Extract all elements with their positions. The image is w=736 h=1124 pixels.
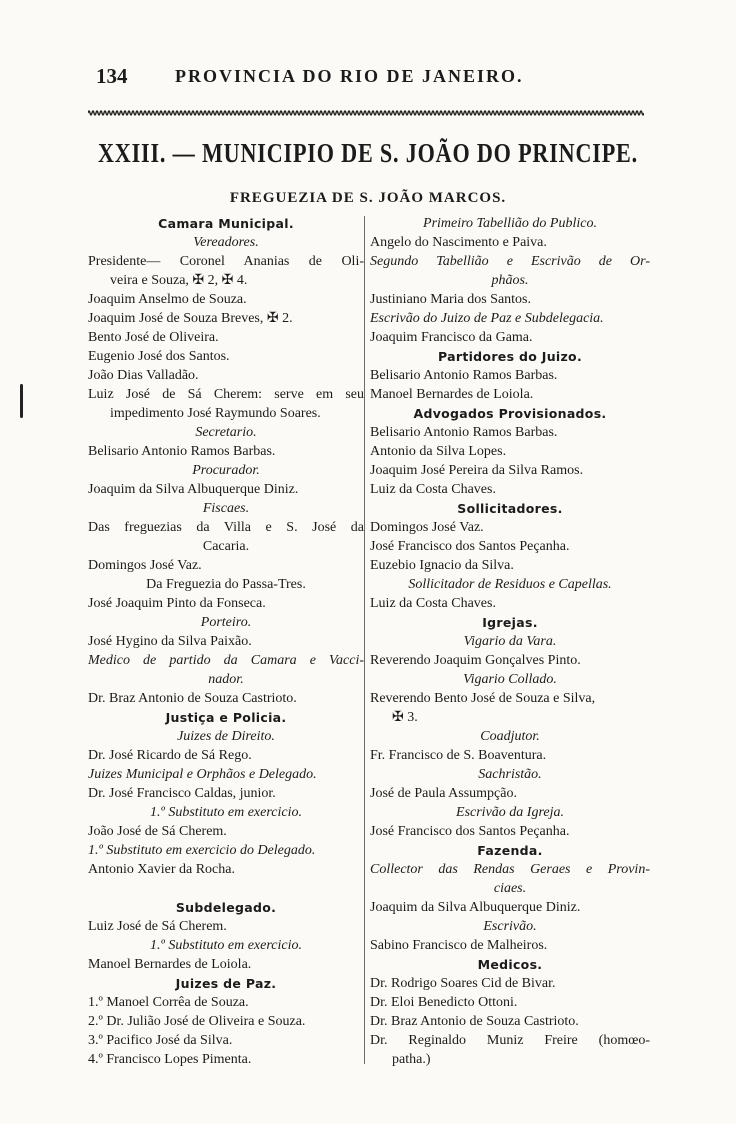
role-label: ✠ 3. (392, 710, 418, 725)
text-line: Da Freguezia do Passa-Tres. (146, 577, 306, 592)
text-line: Reverendo Bento José de Souza e Silva, (370, 691, 596, 706)
section-heading: Camara Municipal. (158, 216, 294, 231)
section-heading: Partidores do Juizo. (438, 349, 582, 364)
right-column (370, 214, 650, 1069)
section-heading: Medicos. (477, 957, 543, 972)
role-label: 1.º Substituto em exercicio. (150, 805, 302, 820)
binding-mark (20, 384, 23, 418)
role-label: Segundo Tabellião e Escrivão de Or- (370, 254, 650, 269)
section-heading: Igrejas. (482, 615, 538, 630)
text-line: Manoel Bernardes de Loiola. (370, 387, 534, 402)
text-line: Belisario Antonio Ramos Barbas. (88, 444, 276, 459)
municipio-title: XXIII. — MUNICIPIO DE S. JOÃO DO PRINCIPE. (97, 138, 638, 168)
role-label: Juizes Municipal e Orphãos e Delegado. (88, 767, 317, 782)
role-label: phãos. (491, 273, 529, 288)
text-line: Joaquim da Silva Albuquerque Diniz. (88, 482, 299, 497)
text-line: Dr. José Francisco Caldas, junior. (88, 786, 276, 801)
section-heading: Sollicitadores. (457, 501, 563, 516)
text-line: Antonio Xavier da Rocha. (88, 862, 235, 877)
role-label: Collector das Rendas Geraes e Provin- (370, 862, 650, 877)
role-label: Vigario Collado. (463, 672, 557, 687)
section-heading: Fazenda. (477, 843, 543, 858)
text-line: José Francisco dos Santos Peçanha. (370, 539, 570, 554)
role-label: Medico de partido da Camara e Vacci- (88, 653, 364, 668)
text-line: Luiz da Costa Chaves. (370, 482, 496, 497)
role-label: 1.º Substituto em exercicio do Delegado. (88, 843, 316, 858)
text-line: Domingos José Vaz. (88, 558, 202, 573)
text-line: Dr. Braz Antonio de Souza Castrioto. (88, 691, 297, 706)
role-label: veira e Souza, ✠ 2, ✠ 4. (110, 273, 248, 288)
column-divider (364, 216, 365, 1064)
text-line: 4.º Francisco Lopes Pimenta. (88, 1052, 252, 1067)
text-line: Belisario Antonio Ramos Barbas. (370, 425, 558, 440)
text-line: José de Paula Assumpção. (370, 786, 517, 801)
role-label: Vigario da Vara. (463, 634, 557, 649)
text-line: Justiniano Maria dos Santos. (370, 292, 531, 307)
text-line: 2.º Dr. Julião José de Oliveira e Souza. (88, 1014, 306, 1029)
section-heading: Advogados Provisionados. (413, 406, 607, 421)
role-label: Porteiro. (200, 615, 252, 630)
text-line: 1.º Manoel Corrêa de Souza. (88, 995, 249, 1010)
role-label: patha.) (392, 1052, 431, 1067)
text-line: Dr. Reginaldo Muniz Freire (homœo- (370, 1033, 650, 1048)
text-line: José Joaquim Pinto da Fonseca. (88, 596, 266, 611)
text-line: Das freguezias da Villa e S. José da (88, 520, 364, 535)
text-line: Dr. Rodrigo Soares Cid de Bivar. (370, 976, 556, 991)
role-label: Escrivão. (483, 919, 537, 934)
section-heading: Juizes de Paz. (175, 976, 277, 991)
role-label: Secretario. (195, 425, 257, 440)
text-line: João Dias Valladão. (88, 368, 199, 383)
text-line: Reverendo Joaquim Gonçalves Pinto. (370, 653, 581, 668)
text-line: Dr. José Ricardo de Sá Rego. (88, 748, 252, 763)
text-line: Joaquim Anselmo de Souza. (88, 292, 247, 307)
role-label: Vereadores. (193, 235, 259, 250)
role-label: Procurador. (192, 463, 260, 478)
role-label: Escrivão da Igreja. (456, 805, 564, 820)
text-line: Eugenio José dos Santos. (88, 349, 230, 364)
page-number: 134 (96, 64, 128, 88)
role-label: ciaes. (493, 881, 527, 896)
text-line: Fr. Francisco de S. Boaventura. (370, 748, 547, 763)
role-label: Escrivão do Juizo de Paz e Subdelegacia. (370, 311, 604, 326)
text-line: Luiz da Costa Chaves. (370, 596, 496, 611)
freguezia-title: FREGUEZIA DE S. JOÃO MARCOS. (229, 190, 507, 206)
text-line: Bento José de Oliveira. (88, 330, 219, 345)
text-line: Antonio da Silva Lopes. (370, 444, 507, 459)
text-line: Joaquim José Pereira da Silva Ramos. (370, 463, 584, 478)
text-line: 3.º Pacifico José da Silva. (88, 1033, 233, 1048)
section-heading: Justiça e Policia. (165, 710, 287, 725)
text-line: José Francisco dos Santos Peçanha. (370, 824, 570, 839)
role-label: Primeiro Tabellião do Publico. (423, 216, 597, 231)
text-line: Cacaria. (202, 539, 250, 554)
text-line: João José de Sá Cherem. (88, 824, 227, 839)
role-label: 1.º Substituto em exercicio. (150, 938, 302, 953)
role-label: impedimento José Raymundo Soares. (110, 406, 321, 421)
text-line: Luiz José de Sá Cherem. (88, 919, 227, 934)
role-label: Fiscaes. (202, 501, 250, 516)
text-line: Presidente— Coronel Ananias de Oli- (88, 254, 364, 269)
role-label: Sollicitador de Residuos e Capellas. (408, 577, 612, 592)
text-line: Joaquim Francisco da Gama. (370, 330, 533, 345)
role-label: Sachristão. (478, 767, 542, 782)
text-line: Joaquim José de Souza Breves, ✠ 2. (88, 311, 293, 326)
text-line: José Hygino da Silva Paixão. (88, 634, 252, 649)
page-header (0, 64, 736, 96)
text-line: Belisario Antonio Ramos Barbas. (370, 368, 558, 383)
role-label: Coadjutor. (480, 729, 540, 744)
text-line: Manoel Bernardes de Loiola. (88, 957, 252, 972)
role-label: nador. (208, 672, 244, 687)
text-line: Domingos José Vaz. (370, 520, 484, 535)
wavy-rule (88, 108, 644, 118)
text-line: Luiz José de Sá Cherem: serve em seu (88, 387, 364, 402)
text-line: Joaquim da Silva Albuquerque Diniz. (370, 900, 581, 915)
text-line (88, 879, 364, 898)
role-label: Juizes de Direito. (177, 729, 275, 744)
text-line: Dr. Eloi Benedicto Ottoni. (370, 995, 518, 1010)
text-line: Euzebio Ignacio da Silva. (370, 558, 514, 573)
text-line: Sabino Francisco de Malheiros. (370, 938, 548, 953)
text-line: Dr. Braz Antonio de Souza Castrioto. (370, 1014, 579, 1029)
left-column (88, 214, 364, 1069)
text-line: Angelo do Nascimento e Paiva. (370, 235, 547, 250)
running-title: PROVINCIA DO RIO DE JANEIRO. (175, 66, 524, 86)
section-heading: Subdelegado. (175, 900, 277, 915)
